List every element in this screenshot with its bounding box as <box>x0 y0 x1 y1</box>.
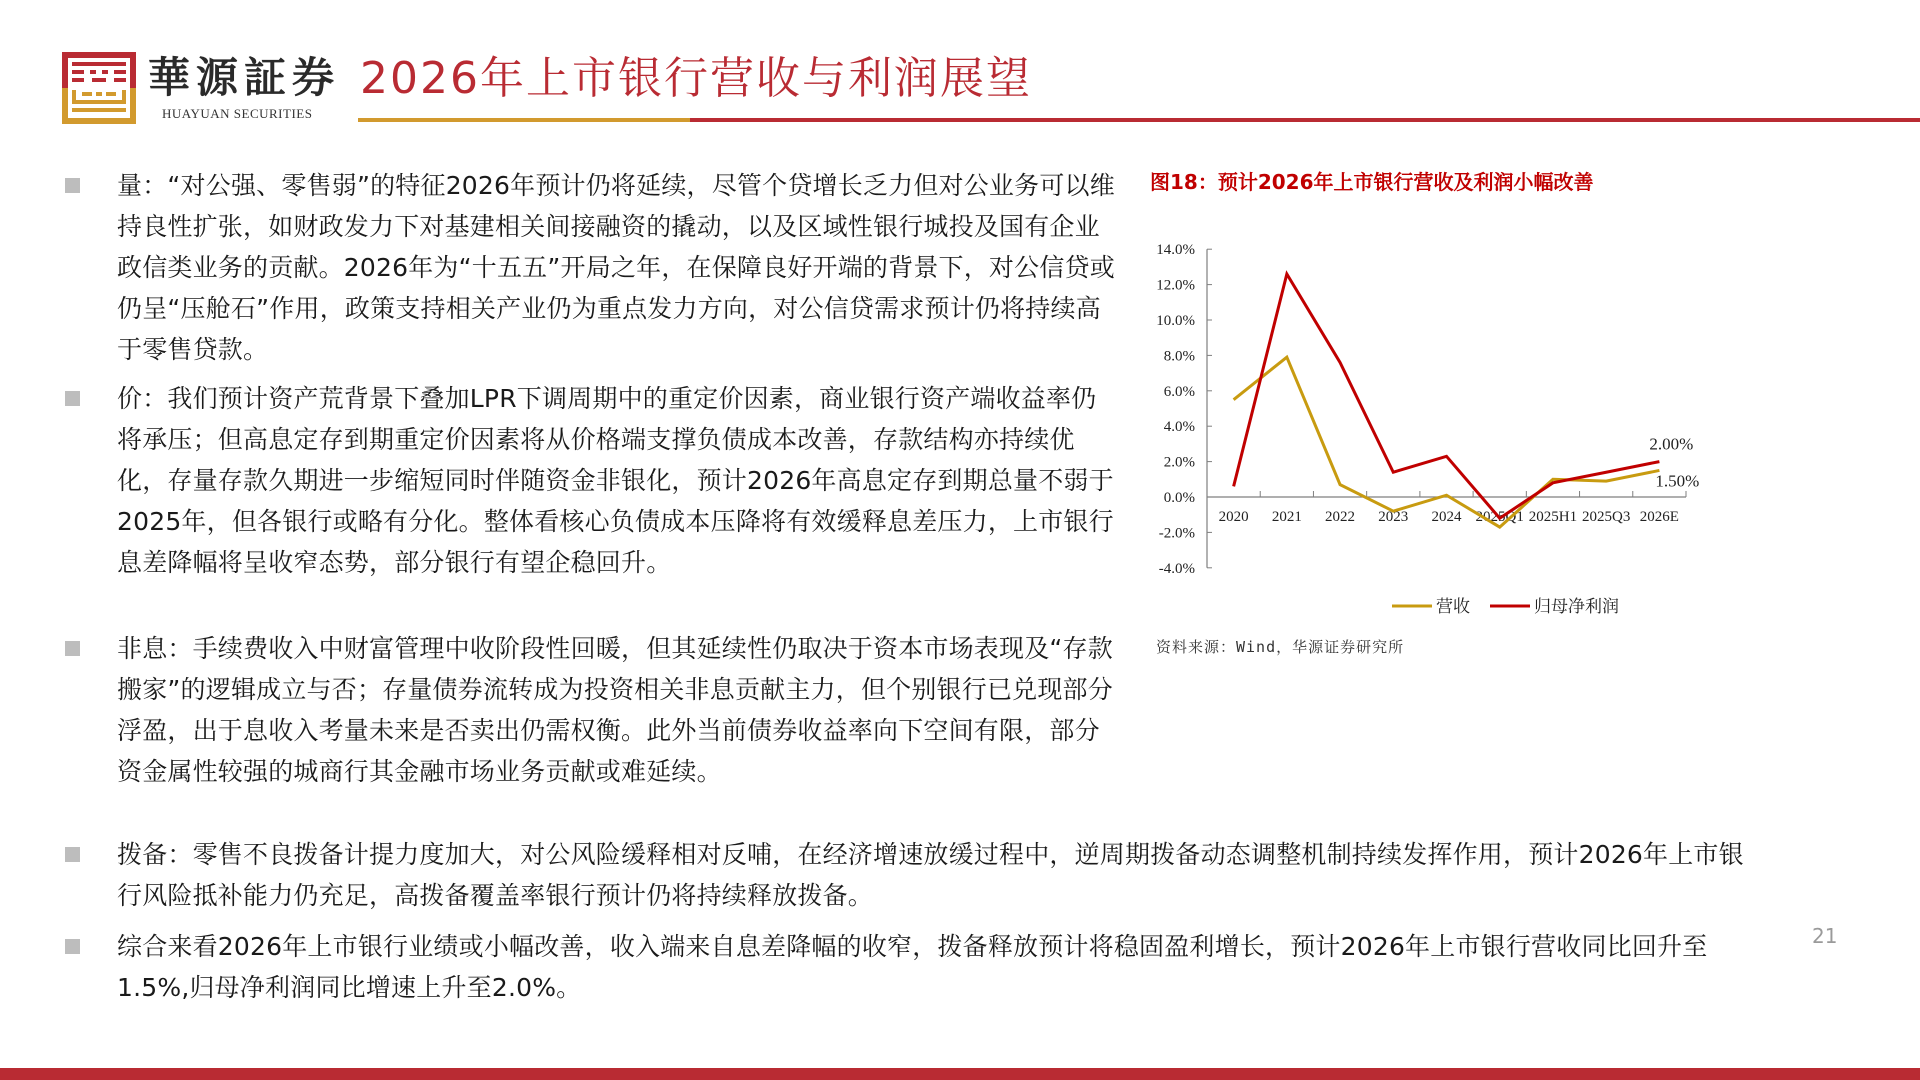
x-tick-label: 2021 <box>1271 509 1302 525</box>
bullet-marker <box>65 641 80 656</box>
x-tick-label: 2025Q1 <box>1475 509 1524 525</box>
figure-source: 资料来源：Wind，华源证券研究所 <box>1156 638 1405 656</box>
bullet-price: 价：我们预计资产荒背景下叠加LPR下调周期中的重定价因素，商业银行资产端收益率仍将承压；但高息定存到期重定价因素将从价格端支撑负债成本改善，存款结构亦持续优化，存量存款久期进一步缩短同时伴随资金非银化，预计2026年高息定存到期总量不弱于2025年，但各银行或略有分化。整体看核心负债成本压降将有效缓释息差压力，上市银行息差降幅将呈收窄态势，部分银行有望企稳回升。 <box>117 384 1114 577</box>
x-tick-label: 2023 <box>1378 509 1409 525</box>
page-number: 21 <box>1812 924 1838 948</box>
title-underline-red <box>690 118 1920 122</box>
annotation-profit: 2.00% <box>1649 434 1694 454</box>
annotation-revenue: 1.50% <box>1655 471 1700 491</box>
y-tick-label: 4.0% <box>1163 419 1195 436</box>
y-tick-label: 8.0% <box>1163 348 1195 365</box>
title-underline-gold <box>358 118 690 122</box>
bullet-marker <box>65 391 80 406</box>
figure-title: 图18：预计2026年上市银行营收及利润小幅改善 <box>1150 170 1594 194</box>
bullet-summary: 综合来看2026年上市银行业绩或小幅改善，收入端来自息差降幅的收窄，拨备释放预计将稳固盈利增长，预计2026年上市银行营收同比回升至1.5%,归母净利润同比增速上升至2.0%。 <box>117 932 1708 1002</box>
footer-bar <box>0 1068 1920 1080</box>
y-tick-label: 12.0% <box>1156 277 1195 294</box>
y-tick-label: 14.0% <box>1156 242 1195 259</box>
bullet-marker <box>65 847 80 862</box>
y-tick-label: 0.0% <box>1163 490 1195 506</box>
x-tick-label: 2025H1 <box>1528 509 1578 525</box>
x-tick-label: 2024 <box>1431 509 1462 525</box>
page-title: 2026年上市银行营收与利润展望 <box>360 53 1032 104</box>
company-logo-icon <box>62 52 136 124</box>
y-tick-label: 2.0% <box>1163 454 1195 471</box>
x-tick-label: 2026E <box>1639 509 1679 525</box>
bullet-marker <box>65 939 80 954</box>
series-line <box>1234 357 1660 527</box>
bullet-volume: 量：“对公强、零售弱”的特征2026年预计仍将延续，尽管个贷增长乏力但对公业务可以维持良性扩张，如财政发力下对基建相关间接融资的撬动，以及区域性银行城投及国有企业政信类业务的贡献。2026年为“十五五”开局之年，在保障良好开端的背景下，对公信贷或仍呈“压舱石”作用，政策支持相关产业仍为重点发力方向，对公信贷需求预计仍将持续高于零售贷款。 <box>117 171 1115 364</box>
line-chart <box>1140 230 1860 634</box>
bullet-marker <box>65 178 80 193</box>
y-tick-label: 10.0% <box>1156 313 1195 329</box>
x-tick-label: 2020 <box>1218 509 1249 525</box>
bullet-non-interest: 非息：手续费收入中财富管理中收阶段性回暖，但其延续性仍取决于资本市场表现及“存款搬家”的逻辑成立与否；存量债券流转成为投资相关非息贡献主力，但个别银行已兑现部分浮盈，出于息收入考量未来是否卖出仍需权衡。此外当前债券收益率向下空间有限，部分资金属性较强的城商行其金融市场业务贡献或难延续。 <box>117 634 1113 786</box>
y-tick-label: 6.0% <box>1163 383 1195 400</box>
x-tick-label: 2022 <box>1325 509 1356 525</box>
legend-label-profit: 归母净利润 <box>1534 597 1619 617</box>
bullet-provision: 拨备：零售不良拨备计提力度加大，对公风险缓释相对反哺，在经济增速放缓过程中，逆周期拨备动态调整机制持续发挥作用，预计2026年上市银行风险抵补能力仍充足，高拨备覆盖率银行预计仍将持续释放拨备。 <box>117 840 1744 910</box>
brand-name-en: HUAYUAN SECURITIES <box>162 106 313 121</box>
brand-name-cn: 華源証券 <box>148 53 341 102</box>
y-tick-label: -4.0% <box>1158 560 1195 577</box>
legend-label-revenue: 营收 <box>1436 597 1470 617</box>
y-tick-label: -2.0% <box>1158 525 1195 542</box>
x-tick-label: 2025Q3 <box>1581 509 1631 525</box>
